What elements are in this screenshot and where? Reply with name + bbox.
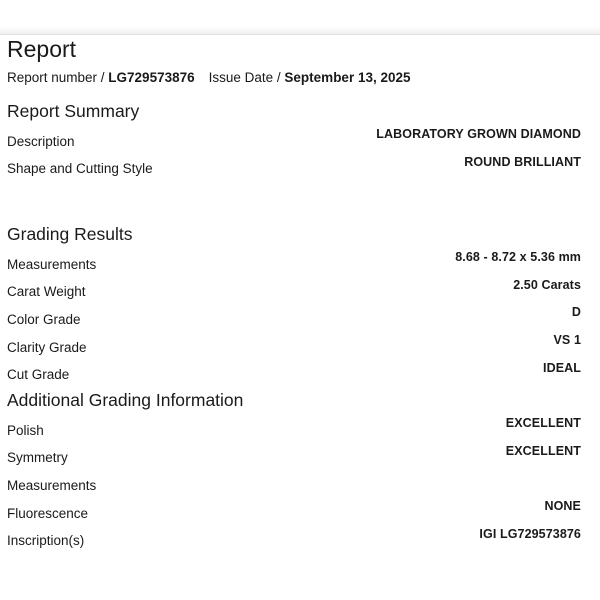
list-item (7, 277, 581, 305)
report-number-value: LG729573876 (108, 70, 195, 85)
list-item (7, 443, 581, 471)
list-item (7, 360, 581, 388)
grading-results-list (7, 249, 581, 387)
additional-grading-list (7, 415, 581, 553)
row-label: Carat Weight (7, 284, 86, 300)
report-summary-list (7, 126, 581, 181)
row-value: 8.68 - 8.72 x 5.36 mm (455, 250, 581, 265)
row-label: Polish (7, 422, 44, 438)
row-value: 2.50 Carats (513, 277, 581, 292)
row-label: Inscription(s) (7, 533, 85, 549)
list-item (7, 126, 581, 154)
row-value: EXCELLENT (505, 443, 581, 458)
row-label: Symmetry (7, 450, 68, 466)
page-title: Report (7, 36, 77, 62)
row-label: Clarity Grade (7, 339, 87, 355)
report-number-label: Report number / (7, 70, 109, 85)
issue-date-value: September 13, 2025 (284, 70, 411, 85)
issue-date-label: Issue Date / (208, 70, 285, 85)
row-value: LABORATORY GROWN DIAMOND (376, 127, 581, 141)
row-value: ROUND BRILLIANT (464, 154, 581, 169)
row-label: Description (7, 133, 75, 149)
list-item (7, 470, 581, 498)
list-item (7, 332, 581, 360)
row-label: Measurements (7, 477, 97, 493)
report-panel (7, 36, 581, 553)
row-label: Cut Grade (7, 367, 70, 383)
list-item (7, 498, 581, 526)
row-value: VS 1 (553, 332, 581, 347)
row-label: Color Grade (7, 311, 81, 327)
list-item (7, 415, 581, 443)
row-value: IGI LG729573876 (479, 526, 581, 541)
report-meta (7, 70, 581, 86)
row-label: Measurements (7, 256, 97, 272)
top-bar (0, 0, 600, 35)
list-item (7, 154, 581, 182)
section-title-grading-results: Grading Results (7, 224, 133, 245)
row-value: IDEAL (543, 360, 581, 375)
list-item (7, 304, 581, 332)
list-item (7, 249, 581, 277)
row-value: NONE (544, 498, 581, 513)
section-title-additional-grading: Additional Grading Information (7, 390, 244, 411)
section-title-report-summary: Report Summary (7, 101, 140, 121)
row-value: EXCELLENT (505, 416, 581, 431)
row-label: Shape and Cutting Style (7, 161, 153, 177)
row-value: D (571, 305, 581, 320)
list-item (7, 526, 581, 554)
row-label: Fluorescence (7, 505, 89, 521)
